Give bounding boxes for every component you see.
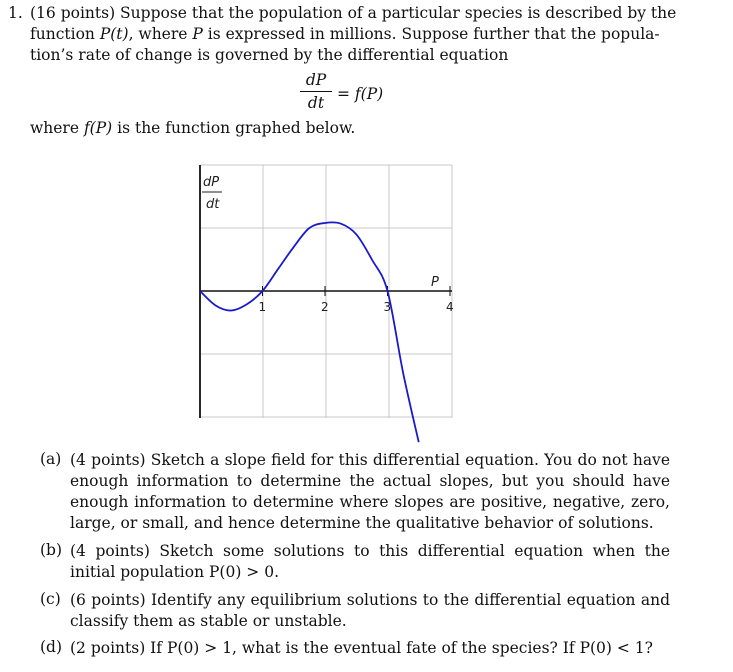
x-axis-label: P: [431, 275, 439, 290]
part-c-label: (c): [40, 590, 61, 608]
part-b-text: (4 points) Sketch some solutions to this differential equation when the initial population P(0) > 0.: [70, 542, 670, 581]
problem-number: 1.: [8, 4, 23, 22]
x-tick-label-1: 1: [258, 300, 267, 314]
part-a: [40, 450, 670, 536]
part-d-text: (2 points) If P(0) > 1, what is the eventual fate of the species? If P(0) < 1?: [70, 639, 653, 657]
intro-line-2-post: is expressed in millions. Suppose further that the popula-: [202, 25, 660, 43]
y-axis-label-denominator: dt: [206, 197, 220, 212]
where-pre: where: [30, 119, 84, 137]
intro-variable-p: P: [192, 25, 203, 43]
intro-line-2-pre: function: [30, 25, 100, 43]
part-d-label: (d): [40, 638, 63, 656]
part-a-label: (a): [40, 450, 62, 468]
y-axis-label-numerator: dP: [203, 175, 220, 190]
x-tick-label-2: 2: [321, 300, 329, 314]
where-function: f(P): [83, 119, 113, 137]
equation-numerator: dP: [305, 71, 327, 89]
intro-function-p-of-t: P(t): [99, 25, 129, 43]
graph-ticks: [259, 286, 454, 314]
part-a-text: (4 points) Sketch a slope field for this differential equation. You do not have enough information to determine the actual slopes, but you should have enough information to determine where slopes are positive, negative, zero, large, or small, and hence determine the qualitative behavior of solutions.: [70, 451, 670, 532]
part-b: [40, 541, 670, 585]
part-c-text: (6 points) Identify any equilibrium solutions to the differential equation and classify them as stable or unstable.: [70, 591, 670, 630]
intro-line-2-mid: , where: [128, 25, 193, 43]
where-post: is the function graphed below.: [112, 119, 356, 137]
intro-line-3: tion’s rate of change is governed by the differential equation: [30, 46, 509, 64]
x-tick-label-4: 4: [446, 300, 454, 314]
part-d: [40, 638, 670, 660]
equation-rhs: = f(P): [337, 85, 384, 103]
part-b-label: (b): [40, 541, 63, 559]
part-c: [40, 590, 670, 634]
intro-line-1: (16 points) Suppose that the population of a particular species is described by the: [30, 4, 677, 22]
x-tick-label-3: 3: [383, 300, 392, 314]
equation-denominator: dt: [307, 94, 325, 112]
function-curve: [200, 222, 419, 442]
